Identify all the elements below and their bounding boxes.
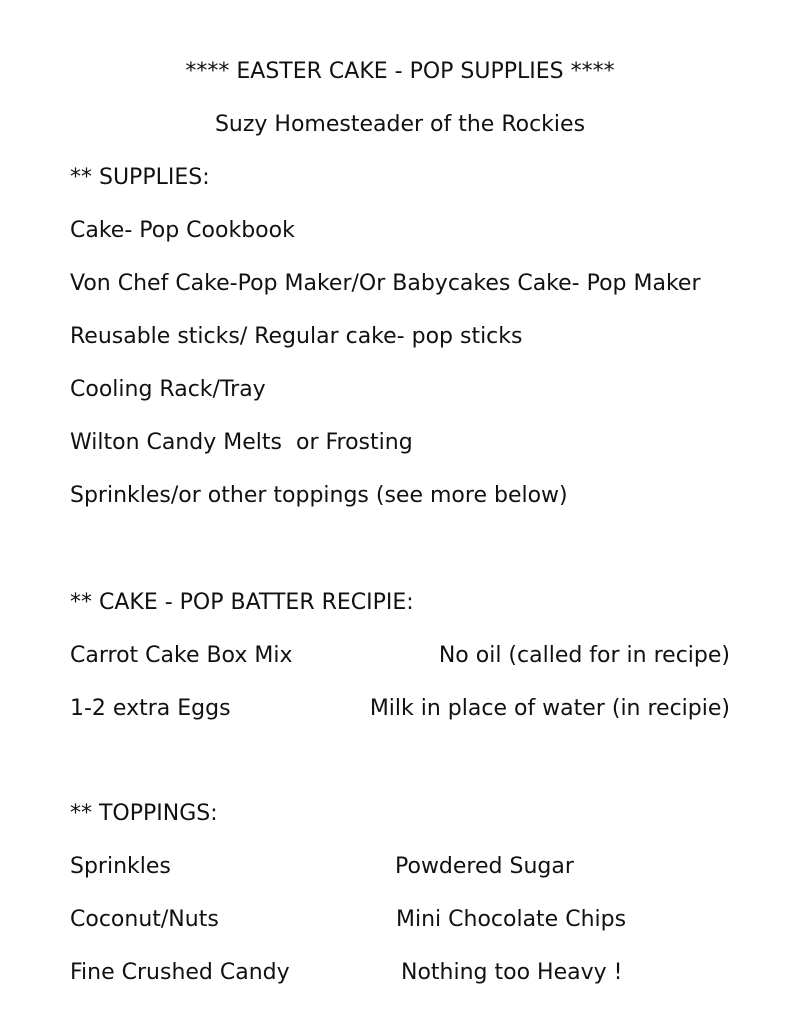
supply-item: Reusable sticks/ Regular cake- pop sticks: [70, 324, 523, 349]
toppings-heading: ** TOPPINGS:: [70, 801, 218, 826]
document-author: Suzy Homesteader of the Rockies: [214, 112, 586, 137]
topping-item: Powdered Sugar: [395, 854, 574, 879]
supply-item: Sprinkles/or other toppings (see more below): [70, 483, 568, 508]
topping-item: Nothing too Heavy !: [401, 960, 623, 985]
batter-note: No oil (called for in recipe): [438, 643, 730, 668]
supply-item: Cake- Pop Cookbook: [70, 218, 295, 243]
batter-note: Milk in place of water (in recipie): [369, 696, 730, 721]
supplies-heading: ** SUPPLIES:: [70, 165, 210, 190]
supply-item: Wilton Candy Melts or Frosting: [70, 430, 413, 455]
batter-heading: ** CAKE - POP BATTER RECIPIE:: [70, 590, 414, 615]
topping-item: Sprinkles: [70, 854, 171, 879]
topping-item: Fine Crushed Candy: [70, 960, 290, 985]
topping-item: Mini Chocolate Chips: [396, 907, 627, 932]
document-title: **** EASTER CAKE - POP SUPPLIES ****: [185, 59, 615, 84]
batter-ingredient: Carrot Cake Box Mix: [70, 643, 293, 668]
supply-item: Von Chef Cake-Pop Maker/Or Babycakes Cake- Pop Maker: [70, 271, 701, 296]
batter-ingredient: 1-2 extra Eggs: [70, 696, 231, 721]
supply-item: Cooling Rack/Tray: [70, 377, 266, 402]
topping-item: Coconut/Nuts: [70, 907, 219, 932]
